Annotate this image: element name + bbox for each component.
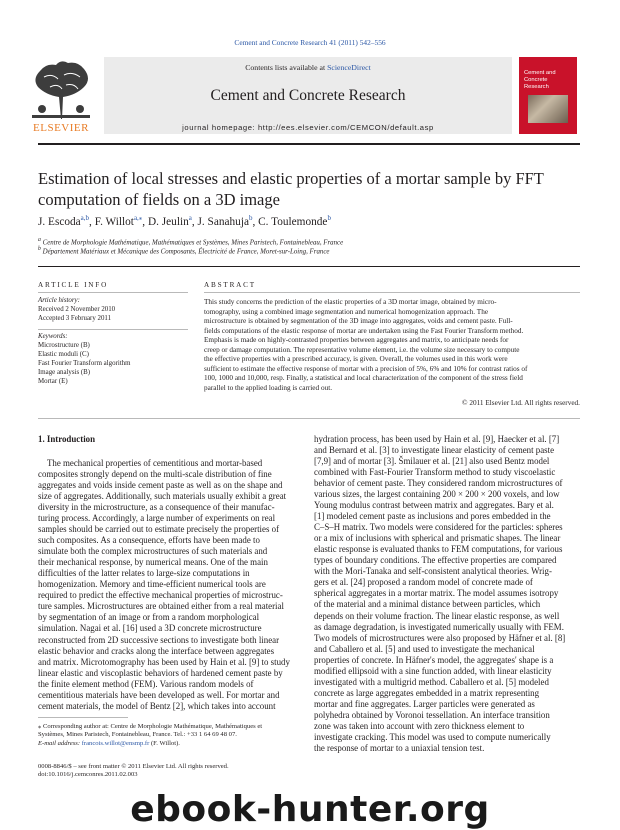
abstract-heading: ABSTRACT <box>204 281 256 289</box>
abstract-line: This study concerns the prediction of the elastic properties of a 3D mortar image, obtained by micro- <box>204 298 497 306</box>
body-line: turing process. Accordingly, a large number of experiments on real <box>38 513 276 524</box>
separator-rule <box>38 266 580 267</box>
keywords-label: Keywords: <box>38 333 68 340</box>
history-accepted: Accepted 3 February 2011 <box>38 315 112 322</box>
author-name: F. Willot <box>94 215 134 228</box>
body-line: Two models of microstructures were also proposed by Häfner et al. [8] <box>314 632 566 643</box>
author-affil-mark[interactable]: a,⁎ <box>133 214 143 222</box>
body-line: difficulties of the latter relates to large-size computations in <box>38 568 250 579</box>
body-line: gers et al. [24] proposed a random model of concrete made of <box>314 577 533 588</box>
author-name: J. Sanahuja <box>197 215 249 228</box>
body-line: or a mix of inclusions with spherical and prismatic shapes. The linear <box>314 533 561 544</box>
affiliation <box>38 246 583 255</box>
body-line: by segmentation of an image or from a random morphological <box>38 612 260 623</box>
affiliation-mark: a <box>38 237 41 243</box>
abstract-line: 100, 1000 and 10,000, resp. Finally, a statistical and local characterization of the component of the stress field <box>204 374 523 383</box>
body-column-right <box>314 434 576 754</box>
section-heading: 1. Introduction <box>38 434 96 444</box>
body-line: investigate cracking. This model was used to compute numerically <box>314 731 551 742</box>
abstract-line: Emphasis is made on highly-contrasted properties between aggregates and matrix, to anticipate needs for <box>204 336 509 345</box>
body-line: [1] modeled cement paste as inclusions and pores embedded in the <box>314 511 551 522</box>
body-line: as damage degradation, is investigated numerically usually with FEM. <box>314 621 564 632</box>
author-name: D. Jeulin <box>147 215 189 228</box>
homepage-url[interactable]: http://ees.elsevier.com/CEMCON/default.asp <box>257 123 434 132</box>
cover-title <box>524 70 574 91</box>
body-line: simulation. Nagai et al. [16] used a 3D concrete microstructure <box>38 623 262 634</box>
journal-title: Cement and Concrete Research <box>210 87 406 104</box>
body-line: modified ellipsoid with a sine function added, with linear elasticity <box>314 665 552 676</box>
body-line: polyhedra obtained by Voronoi tessellation. An interface transition <box>314 709 550 720</box>
homepage-prefix: journal homepage: <box>182 123 258 132</box>
contents-line <box>104 63 512 72</box>
body-line: hydration process, has been used by Hain et al. [9], Haecker et al. [7] <box>314 434 560 444</box>
front-matter <box>38 763 300 780</box>
author-list: J. Escoda$^{a,b}$, F. Willot$^{a,⁎}$, D. Jeulin$^a$, J. Sanahuja$^b$, C. Toulemonde$^b$ <box>38 214 331 228</box>
homepage-line <box>104 123 512 132</box>
history-received: Received 2 November 2010 <box>38 306 116 313</box>
abstract-line: sufficient to estimate the effective response of mortar with a precision of 5%, 6% and 10% for contrast ratios of <box>204 364 528 373</box>
body-line: investigated with a multigrid method. Caballero et al. [5] modeled <box>314 676 549 687</box>
body-line: mortar and fine aggregates. Larger particles were generated as <box>314 698 535 709</box>
abstract-line: parallel to the applied loading is carried out. <box>204 383 333 392</box>
body-line: aggregates and voids inside cement paste as well as on the shape and <box>38 480 283 491</box>
author-affil-mark[interactable]: a <box>188 214 192 222</box>
corresponding-author-note <box>38 723 300 748</box>
watermark: ebook-hunter.org <box>130 789 490 830</box>
body-line: samples should be carried out to estimate precisely the properties of <box>38 524 280 535</box>
author-affil-mark[interactable]: b <box>248 214 253 222</box>
affiliation-text: Département Matériaux et Mécanique des Composants, Électricité de France, Moret-sur-Loing, France <box>42 248 330 256</box>
copyright-notice: © 2011 Elsevier Ltd. All rights reserved. <box>462 399 580 407</box>
body-line: [7,9] and of mortar [3]. Šmilauer et al. [21] also used Bentz model <box>314 456 550 467</box>
footnote-rule <box>38 717 128 718</box>
body-line: required to predict the effective mechanical properties of microstruc- <box>38 590 283 601</box>
journal-reference[interactable]: Cement and Concrete Research 41 (2011) 542–556 <box>234 38 386 47</box>
body-line: homogenization. Memory and time-efficient numerical tools are <box>38 579 266 590</box>
body-line: diversity in the microstructure, as a consequence of their manufac- <box>38 502 275 513</box>
body-line: zone was taken into account with zero thickness element to <box>314 720 525 731</box>
body-line: and matrix. Microtomography has been used by Hain et al. [9] to study <box>38 656 290 667</box>
body-line: various sizes, the largest containing 200 × 200 × 200 voxels, and low <box>314 489 560 500</box>
email-link[interactable]: francois.willot@ensmp.fr <box>81 739 150 747</box>
body-line: The mechanical properties of cementitious and mortar-based <box>47 458 263 468</box>
abstract-body <box>204 298 580 393</box>
keywords-rule <box>38 329 188 330</box>
abstract-line: fields computations of the elastic response of mortar are undertaken using the Fast Fourier Transform method. <box>204 326 524 335</box>
abstract-line: microstructure is obtained by segmentation of the 3D image into aggregates, voids and cement paste. Full- <box>204 317 513 326</box>
body-line: cement materials, the model of Bentz [2], which takes into account <box>38 700 276 711</box>
body-line: simulate both the complex microstructures of such materials and <box>38 546 268 557</box>
keyword: Fast Fourier Transform algorithm <box>38 360 131 367</box>
author-affil-mark[interactable]: b <box>327 214 331 222</box>
article-info-heading: ARTICLE INFO <box>38 281 109 289</box>
body-line: C–S–H matrix. Two models were considered for the particles: spheres <box>314 522 563 533</box>
body-line: types of boundary conditions. The effective properties are compared <box>314 555 557 566</box>
body-line: depends on their volume fraction. The linear elastic response, as well <box>314 610 560 621</box>
body-line: elastic response is evaluated thanks to FEM computations, for various <box>314 544 563 555</box>
contents-prefix: Contents lists available at <box>245 63 328 72</box>
sciencedirect-link[interactable]: ScienceDirect <box>327 63 371 72</box>
body-line: behavior of cement paste. They considered random microstructures of <box>314 478 563 489</box>
body-line: properties of concrete. In Häfner's model, the aggregates' shape is a <box>314 654 554 665</box>
keyword: Image analysis (B) <box>38 369 91 376</box>
article-title <box>38 168 583 210</box>
article-title-line: Estimation of local stresses and elastic properties of a mortar sample by FFT <box>38 169 544 188</box>
body-column-left <box>38 458 300 712</box>
cover-title-line: Cement and <box>524 70 556 76</box>
affiliation <box>38 237 583 246</box>
email-suffix: (F. Willot). <box>149 739 180 747</box>
body-line: Young modulus contrast between matrix and aggregates. Bary et al. <box>314 500 554 511</box>
keyword: Mortar (E) <box>38 378 68 385</box>
author-name: C. Toulemonde <box>258 215 328 228</box>
article-info-rule <box>38 292 188 293</box>
keyword: Elastic moduli (C) <box>38 351 89 358</box>
author-affil-mark[interactable]: a,b <box>80 214 90 222</box>
elsevier-wordmark: ELSEVIER <box>33 122 89 134</box>
body-line: spherical aggregates in a mortar matrix. The model assumes isotropy <box>314 588 559 599</box>
keyword: Microstructure (B) <box>38 342 90 349</box>
abstract-line: the effective properties with a prescribed accuracy, is given. Overall, the volumes used in this work were <box>204 355 508 364</box>
body-line: elastic behavior and cracks along the interface between aggregates <box>38 645 275 656</box>
footnote-line: ⁎ Corresponding author at: Centre de Morphologie Mathématique, Mathématiques et <box>38 723 263 730</box>
body-line: linear elastic and viscoplastic behaviors of hardened cement paste by <box>38 667 283 678</box>
email-label: E-mail address: <box>38 739 82 747</box>
cover-title-line: Concrete <box>524 77 548 83</box>
body-line: the response of mortar to a uniaxial tension test. <box>314 742 485 753</box>
body-line: combined with Fast-Fourier Transform method to study viscoelastic <box>314 467 556 478</box>
abstract-line: tomography, using a combined image segmentation and numerical homogenization approach. The <box>204 307 489 316</box>
body-line: of the material and a minimal distance between particles, which <box>314 599 541 610</box>
body-line: their mechanical response, by numerical means. One of the main <box>38 557 268 568</box>
affiliation-mark: b <box>38 246 41 252</box>
separator-rule <box>38 418 580 419</box>
abstract-line: creep or damage computation. The representative volume element, i.e. the volume size necessary to compute <box>204 345 520 354</box>
cover-title-line: Research <box>524 84 549 90</box>
body-line: and Caballero et al. [5] and used to investigate the mechanical <box>314 643 535 654</box>
body-line: and Bernard et al. [3] to investigate linear elasticity of cement paste <box>314 445 555 456</box>
author-name: J. Escoda <box>38 215 81 228</box>
body-line: the finite element method (FEM). Various random models of <box>38 678 254 689</box>
body-line: composites strongly depend on the multi-scale distribution of fine <box>38 469 272 480</box>
article-title-line: computation of fields on a 3D image <box>38 190 280 209</box>
body-line: such composites. As a consequence, efforts have been made to <box>38 535 260 546</box>
body-line: ture samples. Microstructures are obtained either from a real material <box>38 601 284 612</box>
body-line: cementitious materials have been developed as well. For mortar and <box>38 689 280 700</box>
body-line: concrete as large aggregates embedded in a matrix representing <box>314 687 540 698</box>
doi-link[interactable]: doi:10.1016/j.cemconres.2011.02.003 <box>38 771 138 779</box>
history-label: Article history: <box>38 297 80 304</box>
cover-image <box>528 95 568 123</box>
header-rule <box>38 143 580 145</box>
abstract-rule <box>204 292 580 293</box>
tree-icon <box>26 57 96 121</box>
footnote-line: Systèmes, Mines Paristech, Fontainebleau, France. Tel.: +33 1 64 69 48 07. <box>38 731 237 739</box>
email-line <box>38 740 300 748</box>
affiliation-text: Centre de Morphologie Mathématique, Mathématiques et Systèmes, Mines Paristech, Fontainebleau, France <box>42 239 344 247</box>
body-line: size of aggregates. Additionally, such materials usually exhibit a great <box>38 491 287 502</box>
front-matter-line: 0008-8846/$ – see front matter © 2011 Elsevier Ltd. All rights reserved. <box>38 763 229 770</box>
body-line: with the Mori-Tanaka and self-consistent analytical theories. Wrig- <box>314 566 552 577</box>
body-line: reconstructed from 2D successive sections to investigate both linear <box>38 634 280 645</box>
